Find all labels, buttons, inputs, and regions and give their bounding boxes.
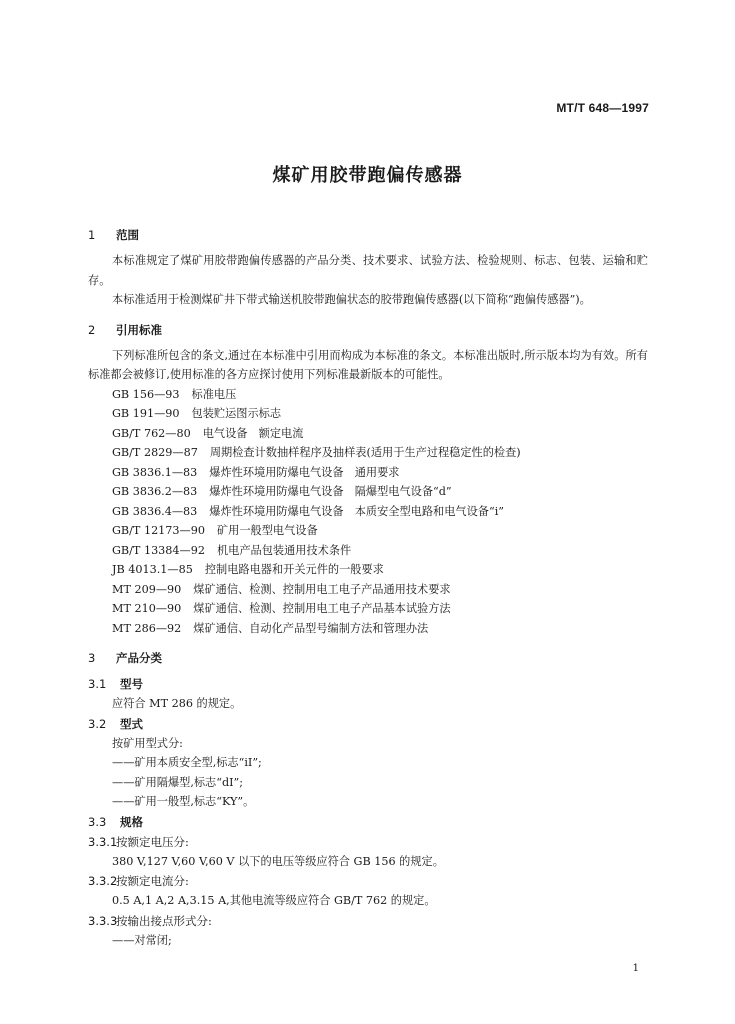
rated-voltage-text: 380 V,127 V,60 V,60 V 以下的电压等级应符合 GB 156 的规定。 bbox=[112, 854, 444, 868]
model-text: 应符合 MT 286 的规定。 bbox=[112, 697, 242, 710]
reference-item bbox=[112, 521, 648, 541]
document-title: 煤矿用胶带跑偏传感器 bbox=[272, 165, 463, 186]
section-title: 引用标准 bbox=[116, 322, 162, 337]
type-line: ——矿用隔爆型,标志“dⅠ”; bbox=[112, 775, 244, 789]
reference-code: GB 3836.2—83 bbox=[112, 485, 198, 498]
section-number: 3 bbox=[88, 651, 96, 665]
reference-name: 电气设备 额定电流 bbox=[202, 426, 304, 440]
reference-name: 矿用一般型电气设备 bbox=[216, 524, 318, 537]
section-title: 范围 bbox=[116, 228, 139, 242]
reference-code: GB 156—93 bbox=[112, 387, 180, 401]
section-title: 产品分类 bbox=[116, 651, 162, 665]
reference-name: 控制电路电器和开关元件的一般要求 bbox=[204, 563, 384, 576]
section-number: 3.3.2 bbox=[88, 874, 118, 888]
reference-code: GB 191—90 bbox=[112, 407, 180, 420]
type-line: 按矿用型式分: bbox=[112, 736, 183, 750]
section-3-3-1-heading bbox=[88, 832, 648, 852]
reference-item bbox=[112, 502, 648, 522]
section-number: 3.3.3 bbox=[88, 913, 118, 928]
type-line: ——矿用本质安全型,标志“iⅠ”; bbox=[112, 756, 262, 769]
reference-name: 机电产品包装通用技术条件 bbox=[216, 543, 352, 557]
section-number: 3.3 bbox=[88, 814, 107, 829]
section-number: 3.1 bbox=[88, 677, 107, 691]
reference-name: 爆炸性环境用防爆电气设备 本质安全型电路和电气设备“i” bbox=[209, 504, 505, 518]
reference-code: MT 210—90 bbox=[112, 602, 182, 615]
section-title: 按额定电流分: bbox=[116, 874, 189, 888]
section-3-3-heading bbox=[88, 812, 648, 832]
standard-code: MT/T 648—1997 bbox=[556, 101, 649, 115]
references-intro-paragraph: 下列标准所包含的条文,通过在本标准中引用而构成为本标准的条文。本标准出版时,所示版本均为有效。所有标准都会被修订,使用标准的各方应探讨使用下列标准最新版本的可能性。 bbox=[88, 348, 648, 381]
document-body bbox=[88, 225, 648, 950]
reference-item bbox=[112, 385, 648, 405]
reference-item bbox=[112, 560, 648, 580]
section-1-heading bbox=[88, 225, 648, 245]
reference-code: GB/T 2829—87 bbox=[112, 446, 198, 459]
section-3-1-heading bbox=[88, 674, 648, 694]
section-3-heading bbox=[88, 648, 648, 668]
section-3-2-heading bbox=[88, 714, 648, 734]
section-title: 按输出接点形式分: bbox=[116, 913, 212, 928]
section-number: 3.3.1 bbox=[88, 834, 118, 849]
section-number: 3.2 bbox=[88, 716, 107, 731]
reference-name: 包装贮运图示标志 bbox=[191, 407, 282, 420]
reference-item bbox=[112, 443, 648, 463]
reference-name: 爆炸性环境用防爆电气设备 隔爆型电气设备“d” bbox=[209, 485, 452, 498]
section-title: 型号 bbox=[120, 677, 143, 691]
output-contact-text: ——对常闭; bbox=[112, 933, 172, 947]
reference-code: GB/T 762—80 bbox=[112, 426, 191, 440]
reference-name: 周期检查计数抽样程序及抽样表(适用于生产过程稳定性的检查) bbox=[209, 446, 521, 459]
section-title: 规格 bbox=[120, 814, 143, 829]
section-2-heading bbox=[88, 320, 648, 340]
scope-paragraph-1: 本标准规定了煤矿用胶带跑偏传感器的产品分类、技术要求、试验方法、检验规则、标志、包装、运输和贮存。 bbox=[88, 254, 648, 287]
section-number: 2 bbox=[88, 322, 96, 337]
reference-item bbox=[112, 482, 648, 502]
section-3-3-2-heading bbox=[88, 871, 648, 891]
page-number: 1 bbox=[632, 963, 639, 974]
rated-current-text: 0.5 A,1 A,2 A,3.15 A,其他电流等级应符合 GB/T 762 的规定。 bbox=[112, 894, 436, 907]
reference-name: 标准电压 bbox=[191, 387, 237, 401]
scope-paragraph-2: 本标准适用于检测煤矿井下带式输送机胶带跑偏状态的胶带跑偏传感器(以下简称“跑偏传感器”)。 bbox=[112, 293, 591, 306]
type-line: ——矿用一般型,标志“KY”。 bbox=[112, 795, 255, 808]
reference-code: GB/T 12173—90 bbox=[112, 524, 205, 537]
section-number: 1 bbox=[88, 228, 96, 242]
reference-standards-list bbox=[88, 385, 648, 639]
reference-item bbox=[112, 463, 648, 483]
section-3-3-3-heading bbox=[88, 911, 648, 931]
section-title: 型式 bbox=[120, 716, 143, 731]
reference-item bbox=[112, 619, 648, 639]
reference-name: 爆炸性环境用防爆电气设备 通用要求 bbox=[209, 465, 400, 479]
reference-code: GB/T 13384—92 bbox=[112, 543, 205, 557]
reference-item bbox=[112, 404, 648, 424]
reference-code: MT 209—90 bbox=[112, 582, 182, 596]
reference-item bbox=[112, 599, 648, 619]
reference-item bbox=[112, 541, 648, 561]
reference-code: GB 3836.1—83 bbox=[112, 465, 198, 479]
reference-item bbox=[112, 580, 648, 600]
reference-code: GB 3836.4—83 bbox=[112, 504, 198, 518]
reference-code: JB 4013.1—85 bbox=[112, 563, 193, 576]
reference-name: 煤矿通信、自动化产品型号编制方法和管理办法 bbox=[193, 621, 429, 635]
reference-name: 煤矿通信、检测、控制用电工电子产品基本试验方法 bbox=[193, 602, 451, 615]
reference-name: 煤矿通信、检测、控制用电工电子产品通用技术要求 bbox=[193, 582, 451, 596]
reference-item bbox=[112, 424, 648, 444]
reference-code: MT 286—92 bbox=[112, 621, 182, 635]
section-title: 按额定电压分: bbox=[116, 834, 189, 849]
